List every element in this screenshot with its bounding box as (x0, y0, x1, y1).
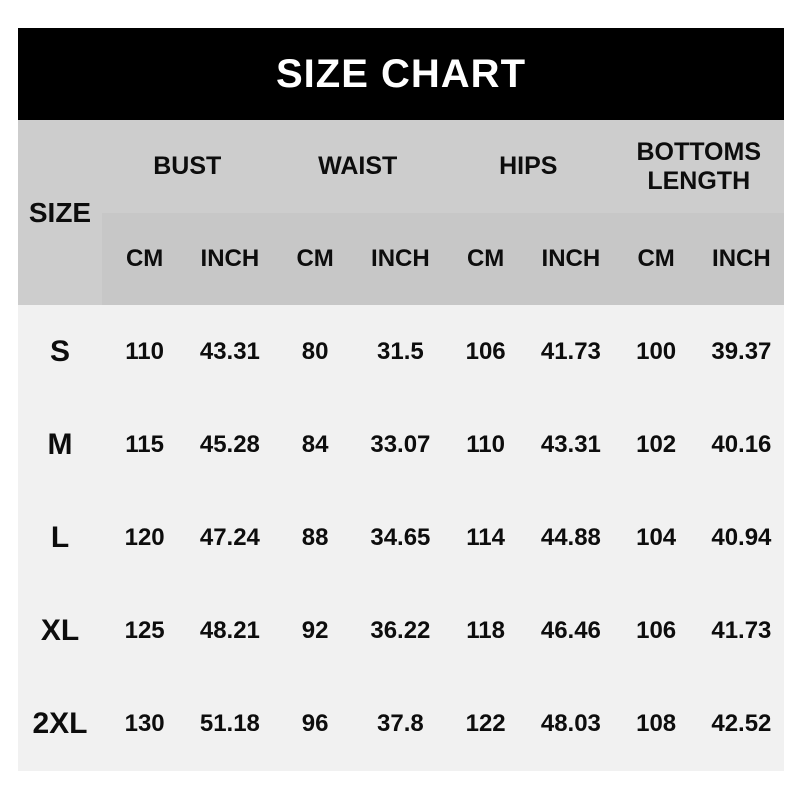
cell-value: 45.28 (199, 430, 260, 458)
cell-value: 31.5 (377, 337, 424, 365)
cell-value: 80 (301, 337, 329, 365)
unit-header: INCH (371, 245, 430, 272)
cell-value: 96 (301, 710, 329, 738)
table-header (18, 120, 784, 305)
cell-value: 34.65 (370, 523, 431, 551)
cell-value: 108 (636, 710, 677, 738)
cell-value: 100 (636, 337, 677, 365)
size-column-header: SIZE (28, 196, 92, 228)
cell-value: 48.21 (199, 617, 260, 645)
cell-value: 41.73 (711, 617, 772, 645)
cell-value: 33.07 (370, 430, 431, 458)
cell-value: 40.16 (711, 430, 772, 458)
group-header-hips: HIPS (499, 152, 558, 181)
cell-value: 41.73 (540, 337, 601, 365)
table-row (18, 398, 784, 491)
cell-value: 130 (124, 710, 165, 738)
cell-value: 40.94 (711, 523, 772, 551)
cell-value: 104 (636, 523, 677, 551)
size-label: 2XL (32, 707, 88, 741)
cell-value: 43.31 (540, 430, 601, 458)
group-header-bottoms-length: BOTTOMS LENGTH (636, 137, 762, 195)
cell-value: 92 (301, 617, 329, 645)
cell-value: 110 (125, 337, 164, 365)
cell-value: 37.8 (377, 710, 424, 738)
size-label: XL (40, 614, 80, 648)
cell-value: 115 (125, 430, 164, 458)
size-label: L (50, 520, 70, 554)
table-body (18, 305, 784, 771)
size-label: S (49, 334, 70, 368)
cell-value: 118 (466, 617, 505, 645)
cell-value: 125 (124, 617, 165, 645)
title-banner (18, 28, 784, 120)
cell-value: 106 (465, 337, 506, 365)
table-row (18, 491, 784, 584)
cell-value: 122 (465, 710, 506, 738)
page-title: SIZE CHART (276, 51, 526, 96)
cell-value: 47.24 (199, 523, 260, 551)
unit-header: CM (296, 245, 334, 272)
cell-value: 44.88 (540, 523, 601, 551)
group-header-row (102, 120, 784, 213)
cell-value: 36.22 (370, 617, 431, 645)
unit-header: CM (125, 245, 164, 272)
unit-header: CM (466, 245, 505, 272)
cell-value: 48.03 (540, 710, 601, 738)
cell-value: 39.37 (711, 337, 772, 365)
cell-value: 84 (301, 430, 329, 458)
unit-header: INCH (541, 245, 601, 272)
cell-value: 43.31 (199, 337, 260, 365)
cell-value: 114 (466, 523, 505, 551)
cell-value: 110 (466, 430, 505, 458)
unit-header: CM (637, 245, 675, 272)
cell-value: 102 (636, 430, 677, 458)
table-row (18, 678, 784, 771)
size-label: M (47, 427, 73, 461)
cell-value: 106 (636, 617, 677, 645)
unit-header: INCH (712, 245, 771, 272)
group-header-waist: WAIST (318, 152, 398, 181)
cell-value: 120 (124, 523, 165, 551)
cell-value: 88 (301, 523, 329, 551)
cell-value: 42.52 (711, 710, 772, 738)
table-row (18, 585, 784, 678)
table-row (18, 305, 784, 398)
cell-value: 51.18 (199, 710, 260, 738)
group-header-bust: BUST (153, 152, 222, 181)
unit-header: INCH (200, 245, 260, 272)
cell-value: 46.46 (540, 617, 601, 645)
unit-header-row (102, 213, 784, 305)
